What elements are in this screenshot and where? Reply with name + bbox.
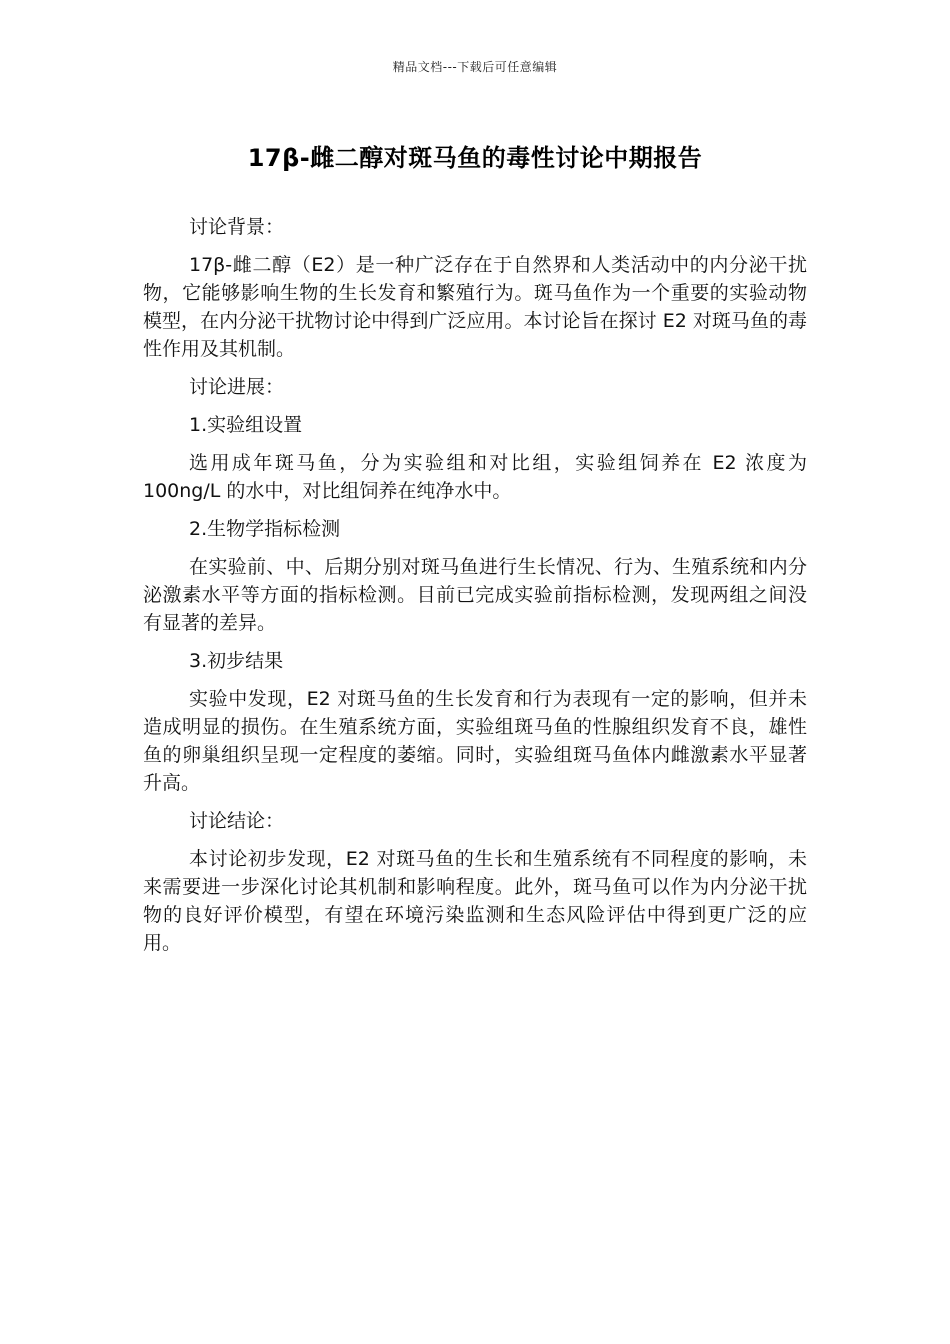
paragraph-background: 17β-雌二醇（E2）是一种广泛存在于自然界和人类活动中的内分泌干扰物，它能够影响生物的生长发育和繁殖行为。斑马鱼作为一个重要的实验动物模型，在内分泌干扰物讨论中得到广泛应用。本讨论旨在探讨 E2 对斑马鱼的毒性作用及其机制。 <box>143 254 807 360</box>
paragraph-group-setup: 选用成年斑马鱼，分为实验组和对比组，实验组饲养在 E2 浓度为 100ng/L 的水中，对比组饲养在纯净水中。 <box>143 452 807 502</box>
subheading-preliminary-results: 3.初步结果 <box>189 650 284 672</box>
paragraph-indicator-test: 在实验前、中、后期分别对斑马鱼进行生长情况、行为、生殖系统和内分泌激素水平等方面的指标检测。目前已完成实验前指标检测，发现两组之间没有显著的差异。 <box>143 556 807 634</box>
paragraph-preliminary-results: 实验中发现，E2 对斑马鱼的生长发育和行为表现有一定的影响，但并未造成明显的损伤。在生殖系统方面，实验组斑马鱼的性腺组织发育不良，雄性鱼的卵巢组织呈现一定程度的萎缩。同时，实验组斑马鱼体内雌激素水平显著升高。 <box>143 688 807 794</box>
subheading-indicator-test: 2.生物学指标检测 <box>189 518 341 540</box>
subheading-group-setup: 1.实验组设置 <box>189 414 303 436</box>
paragraph-conclusion: 本讨论初步发现，E2 对斑马鱼的生长和生殖系统有不同程度的影响，未来需要进一步深化讨论其机制和影响程度。此外，斑马鱼可以作为内分泌干扰物的良好评价模型，有望在环境污染监测和生态风险评估中得到更广泛的应用。 <box>143 848 807 954</box>
section-heading-progress: 讨论进展： <box>189 376 285 398</box>
section-heading-conclusion: 讨论结论： <box>189 810 285 832</box>
document-title: 17β-雌二醇对斑马鱼的毒性讨论中期报告 <box>247 144 703 172</box>
document-body <box>143 213 807 967</box>
section-heading-background: 讨论背景： <box>189 216 285 238</box>
header-note: 精品文档---下载后可任意编辑 <box>392 60 558 74</box>
